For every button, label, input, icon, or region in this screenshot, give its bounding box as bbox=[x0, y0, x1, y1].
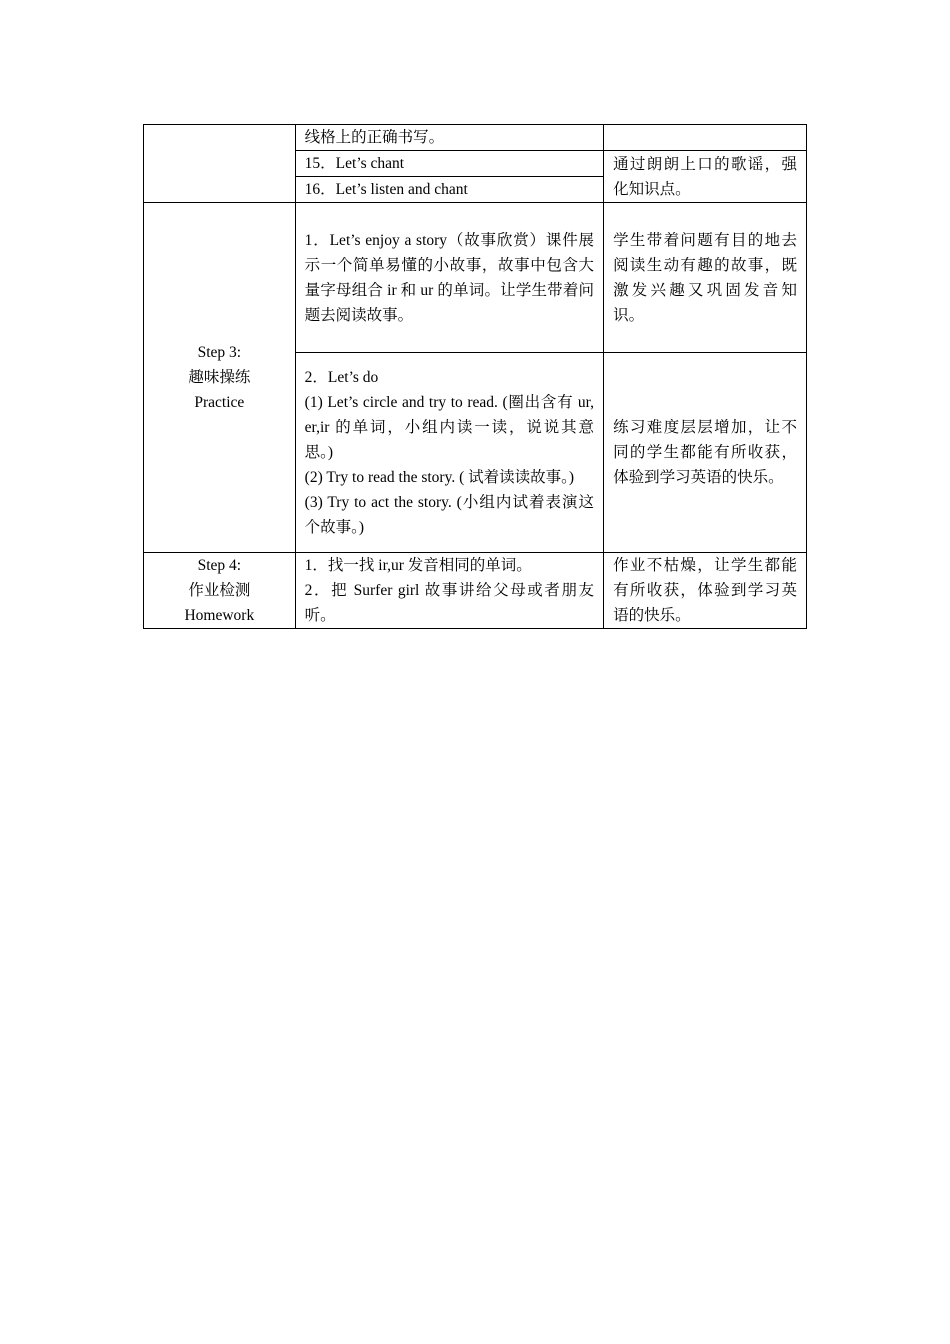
lesson-plan-table bbox=[143, 124, 807, 629]
activity-cell: 线格上的正确书写。 bbox=[295, 125, 603, 151]
table-row bbox=[144, 203, 807, 353]
activity-cell: 1．Let’s enjoy a story（故事欣赏）课件展示一个简单易懂的小故事，故事中包含大量字母组合 ir 和 ur 的单词。让学生带着问题去阅读故事。 bbox=[295, 203, 603, 353]
purpose-cell: 通过朗朗上口的歌谣，强化知识点。 bbox=[604, 151, 807, 203]
purpose-cell: 学生带着问题有目的地去阅读生动有趣的故事，既激发兴趣又巩固发音知识。 bbox=[604, 203, 807, 353]
table-row bbox=[144, 553, 807, 629]
activity-item: (3) Try to act the story. (小组内试着表演这个故事。) bbox=[304, 494, 595, 536]
activity-cell: 16．Let’s listen and chant bbox=[295, 177, 603, 203]
purpose-cell: 练习难度层层增加，让不同的学生都能有所收获，体验到学习英语的快乐。 bbox=[604, 353, 807, 553]
activity-item: (2) Try to read the story. ( 试着读读故事。) bbox=[304, 469, 575, 486]
activity-item: 1．找一找 ir,ur 发音相同的单词。 bbox=[304, 557, 532, 574]
step4-title: Step 4: bbox=[197, 557, 242, 574]
activity-cell bbox=[295, 353, 603, 553]
step4-cell bbox=[144, 553, 296, 629]
step4-en: Homework bbox=[184, 607, 255, 624]
step4-cn: 作业检测 bbox=[188, 582, 251, 599]
step3-cn: 趣味操练 bbox=[188, 369, 251, 386]
purpose-cell bbox=[604, 125, 807, 151]
activity-item: (1) Let’s circle and try to read. (圈出含有 ur, er,ir 的单词，小组内读一读，说说其意思。) bbox=[304, 394, 595, 461]
table-row bbox=[144, 125, 807, 151]
step3-en: Practice bbox=[194, 394, 245, 411]
activity-cell bbox=[295, 553, 603, 629]
activity-title: 2．Let’s do bbox=[304, 369, 379, 386]
step-cell-empty bbox=[144, 125, 296, 203]
purpose-cell: 作业不枯燥，让学生都能有所收获，体验到学习英语的快乐。 bbox=[604, 553, 807, 629]
activity-cell: 15．Let’s chant bbox=[295, 151, 603, 177]
step3-cell bbox=[144, 203, 296, 553]
activity-item: 2．把 Surfer girl 故事讲给父母或者朋友听。 bbox=[304, 582, 595, 624]
step3-title: Step 3: bbox=[197, 344, 242, 361]
